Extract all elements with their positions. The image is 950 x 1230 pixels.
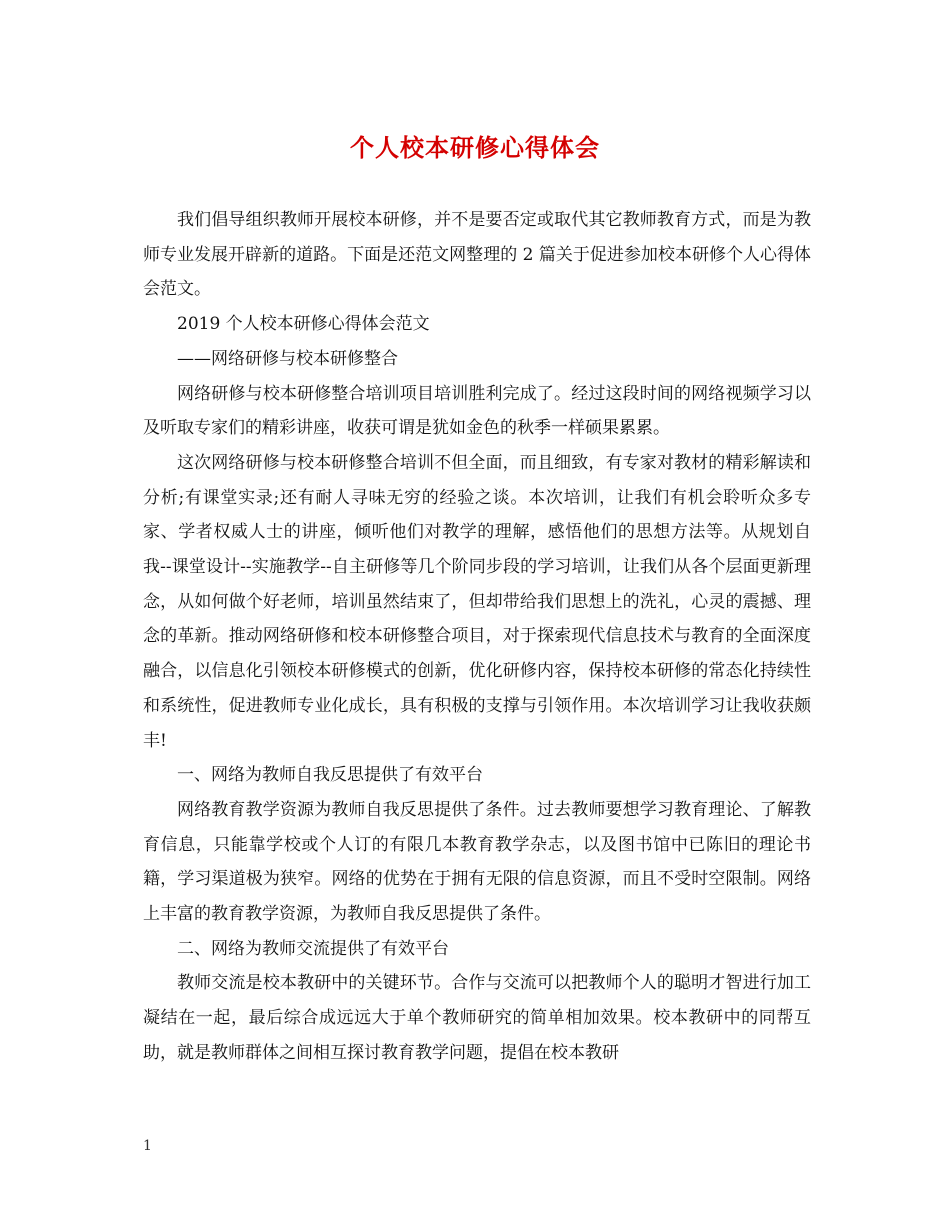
document-body [143, 203, 811, 1071]
paragraph-body-4: 教师交流是校本教研中的关键环节。合作与交流可以把教师个人的聪明才智进行加工凝结在一起，最后综合成远远大于单个教师研究的简单相加效果。校本教研中的同帮互助，就是教师群体之间相互探讨教育教学问题，提倡在校本教研 [143, 973, 811, 1063]
paragraph-body-2: 这次网络研修与校本研修整合培训不但全面，而且细致，有专家对教材的精彩解读和分析;有课堂实录;还有耐人寻味无穷的经验之谈。本次培训，让我们有机会聆听众多专家、学者权威人士的讲座，倾听他们对教学的理解，感悟他们的思想方法等。从规划自我--课堂设计--实施教学--自主研修等几个阶同步段的学习培训，让我们从各个层面更新理念，从如何做个好老师，培训虽然结束了，但却带给我们思想上的洗礼，心灵的震撼、理念的革新。推动网络研修和校本研修整合项目，对于探索现代信息技术与教育的全面深度融合，以信息化引领校本研修模式的创新，优化研修内容，保持校本研修的常态化持续性和系统性，促进教师专业化成长，具有积极的支撑与引领作用。本次培训学习让我收获颇丰! [143, 452, 811, 751]
paragraph-essay-subtitle: ——网络研修与校本研修整合 [177, 348, 398, 369]
paragraph-body-1: 网络研修与校本研修整合培训项目培训胜利完成了。经过这段时间的网络视频学习以及听取专家们的精彩讲座，收获可谓是犹如金色的秋季一样硕果累累。 [143, 383, 811, 439]
document-title: 个人校本研修心得体会 [350, 133, 600, 162]
section-heading-1: 一、网络为教师自我反思提供了有效平台 [177, 765, 483, 786]
paragraph-intro: 我们倡导组织教师开展校本研修，并不是要否定或取代其它教师教育方式，而是为教师专业发展开辟新的道路。下面是还范文网整理的 2 篇关于促进参加校本研修个人心得体会范文。 [143, 210, 811, 300]
paragraph-body-3: 网络教育教学资源为教师自我反思提供了条件。过去教师要想学习教育理论、了解教育信息，只能靠学校或个人订的有限几本教育教学杂志，以及图书馆中已陈旧的理论书籍，学习渠道极为狭窄。网络的优势在于拥有无限的信息资源，而且不受时空限制。网络上丰富的教育教学资源，为教师自我反思提供了条件。 [143, 799, 811, 925]
section-heading-2: 二、网络为教师交流提供了有效平台 [177, 938, 449, 959]
page-number: 1 [143, 1138, 152, 1154]
paragraph-essay-title: 2019 个人校本研修心得体会范文 [177, 314, 430, 335]
